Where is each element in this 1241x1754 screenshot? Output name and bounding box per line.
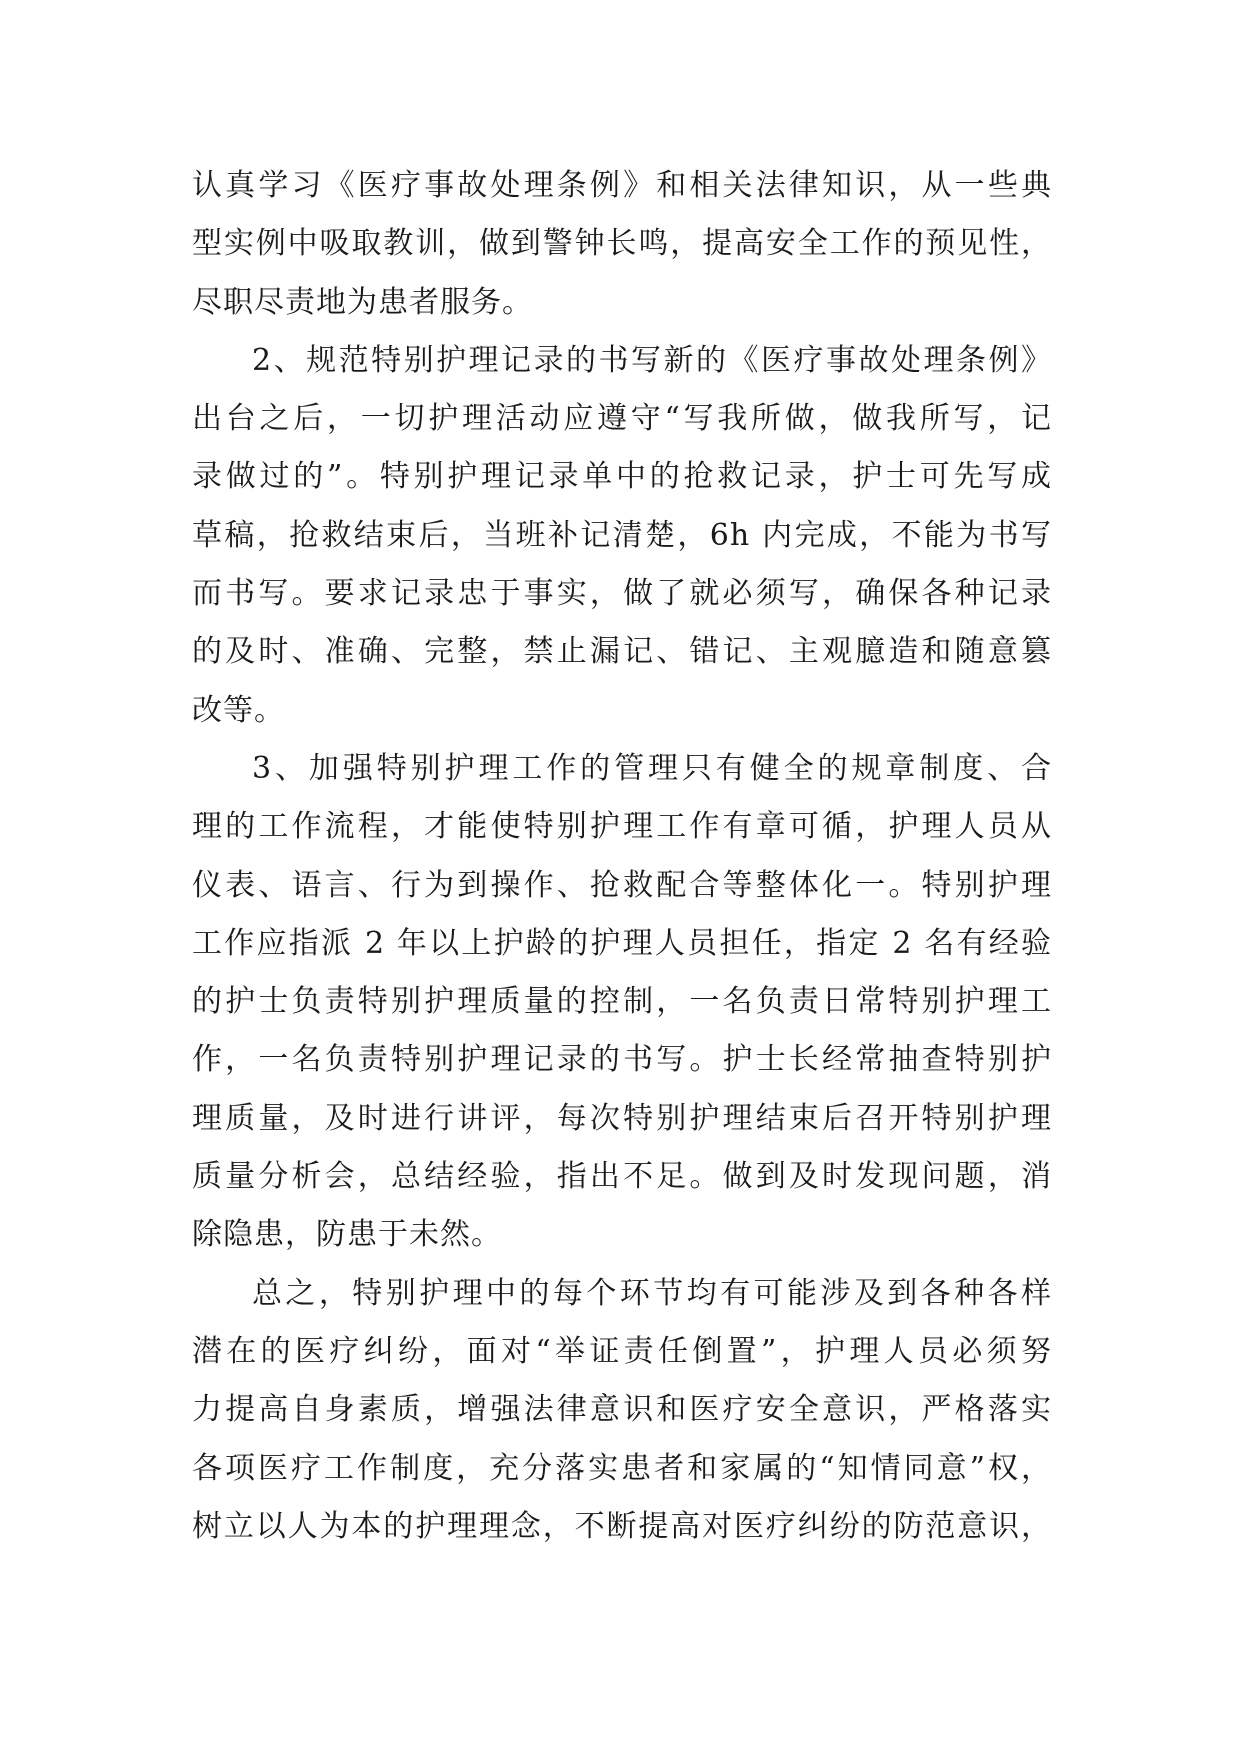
text-line: 的及时、准确、完整，禁止漏记、错记、主观臆造和随意篡 bbox=[192, 634, 1052, 670]
text-line: 仪表、语言、行为到操作、抢救配合等整体化一。特别护理 bbox=[192, 867, 1052, 903]
text-line: 出台之后，一切护理活动应遵守“写我所做，做我所写，记 bbox=[192, 401, 1052, 437]
text-line: 而书写。要求记录忠于事实，做了就必须写，确保各种记录 bbox=[192, 576, 1052, 612]
document-body bbox=[192, 157, 1052, 1556]
text-line: 认真学习《医疗事故处理条例》和相关法律知识，从一些典 bbox=[192, 168, 1052, 203]
text-line: 的护士负责特别护理质量的控制，一名负责日常特别护理工 bbox=[192, 984, 1052, 1020]
text-line: 录做过的”。特别护理记录单中的抢救记录，护士可先写成 bbox=[192, 459, 1052, 495]
text-line: 改等。 bbox=[192, 692, 285, 728]
text-line: 工作应指派 2 年以上护龄的护理人员担任，指定 2 名有经验 bbox=[192, 925, 1052, 961]
text-line: 树立以人为本的护理理念，不断提高对医疗纠纷的防范意识， bbox=[192, 1508, 1052, 1544]
text-line: 潜在的医疗纠纷，面对“举证责任倒置”，护理人员必须努 bbox=[192, 1333, 1052, 1369]
text-line: 尽职尽责地为患者服务。 bbox=[192, 284, 533, 320]
text-line: 2、规范特别护理记录的书写新的《医疗事故处理条例》 bbox=[252, 342, 1052, 378]
text-line: 理的工作流程，才能使特别护理工作有章可循，护理人员从 bbox=[192, 809, 1052, 845]
text-line: 理质量，及时进行讲评，每次特别护理结束后召开特别护理 bbox=[192, 1100, 1052, 1136]
text-line: 3、加强特别护理工作的管理只有健全的规章制度、合 bbox=[252, 750, 1052, 786]
text-line: 力提高自身素质，增强法律意识和医疗安全意识，严格落实 bbox=[192, 1392, 1052, 1428]
text-line: 型实例中吸取教训，做到警钟长鸣，提高安全工作的预见性， bbox=[192, 226, 1052, 262]
text-line: 各项医疗工作制度，充分落实患者和家属的“知情同意”权， bbox=[192, 1450, 1052, 1486]
text-line: 除隐患，防患于未然。 bbox=[192, 1217, 502, 1253]
text-line: 质量分析会，总结经验，指出不足。做到及时发现问题，消 bbox=[192, 1159, 1052, 1195]
text-line: 作，一名负责特别护理记录的书写。护士长经常抽查特别护 bbox=[192, 1042, 1052, 1078]
text-line: 草稿，抢救结束后，当班补记清楚，6h 内完成，不能为书写 bbox=[192, 517, 1052, 553]
text-line: 总之，特别护理中的每个环节均有可能涉及到各种各样 bbox=[252, 1275, 1052, 1311]
